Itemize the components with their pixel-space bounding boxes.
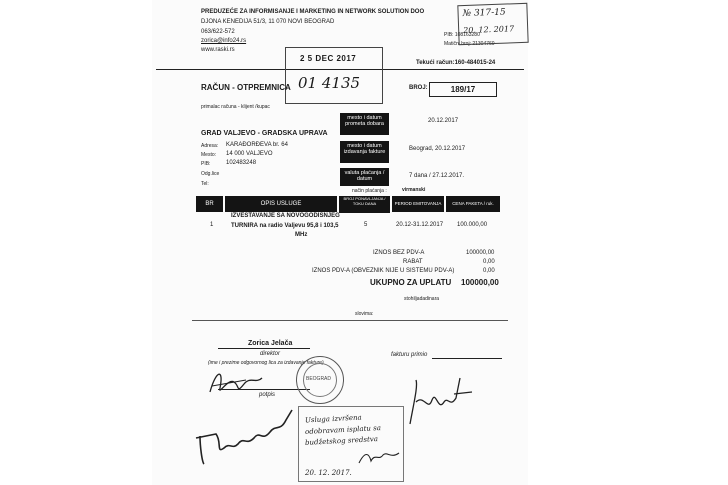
received-stamp-date: 2 5 DEC 2017	[300, 54, 357, 63]
received-stamp	[285, 47, 383, 104]
company-address: DJONA KENEDIJA 51/3, 11 070 NOVI BEOGRAD	[201, 19, 335, 25]
approval-note-date: 20. 12. 2017.	[305, 469, 352, 477]
company-pib: PIB: 108163280	[444, 32, 480, 38]
total-base-label: IZNOS BEZ PDV-A	[373, 250, 425, 256]
due-label: valuta plaćanja / datum	[340, 168, 389, 186]
rabat-label: RABAT	[403, 259, 423, 265]
signer-name-line	[218, 348, 310, 349]
signer-name: Zorica Jelača	[248, 340, 293, 347]
approval-note-box	[298, 406, 404, 482]
recipient-city: 14 000 VALJEVO	[226, 151, 273, 157]
col-header-br: BR	[196, 196, 223, 212]
grand-total-value: 100000,00	[461, 278, 499, 287]
bank-account: Tekući račun:160-484015-24	[416, 60, 496, 66]
company-web: www.raski.rs	[201, 47, 235, 53]
place-date-label: mesto i datum prometa dobara	[340, 113, 389, 135]
col-header-price: CENA PAKETA / ruk.	[446, 196, 500, 212]
round-stamp	[296, 356, 344, 404]
recipient-city-label: Mesto:	[201, 152, 217, 158]
vat-value: 0,00	[483, 268, 495, 274]
place-date-value: 20.12.2017	[428, 118, 459, 124]
approval-note-line3: budžetskog sredstva	[304, 435, 379, 447]
approval-note-signature	[357, 447, 401, 467]
recipient-pib-label: PIB:	[201, 161, 211, 167]
signer-note: (ime i prezime odgovornog lica za izdavanje fakture)	[208, 360, 324, 366]
registry-stamp	[457, 3, 528, 45]
vat-label: IZNOS PDV-A (OBVEZNIK NIJE U SISTEMU PDV-A)	[312, 268, 455, 274]
received-stamp-number: 01 4135	[298, 74, 361, 92]
company-maticni: Matični broj: 21304760	[444, 41, 495, 47]
recipient-caption: primalac računa - klijent /kupac	[201, 104, 270, 110]
recipient-address: KARAĐORĐEVA br. 64	[226, 142, 288, 148]
due-value: 7 dana / 27.12.2017.	[409, 173, 465, 179]
recipient-address-label: Adresa:	[201, 143, 219, 149]
recipient-tel-label: Tel:	[201, 181, 209, 187]
col-header-count: BROJ PONAVLJANJA / TOKU DANA	[339, 196, 390, 213]
total-base-value: 100000,00	[466, 250, 495, 256]
payment-value: virmanski	[402, 187, 426, 193]
invoice-number: 189/17	[429, 82, 497, 97]
col-header-period: PERIOD EMITOVANJA	[392, 196, 444, 212]
round-stamp-text: BEOGRAD	[306, 376, 332, 382]
signer-role: direktor	[260, 351, 281, 357]
signature-label: potpis	[259, 392, 276, 398]
grand-total-label: UKUPNO ZA UPLATU	[370, 278, 452, 287]
issue-value: Beograd, 20.12.2017	[409, 146, 466, 152]
invoice-page	[152, 0, 528, 485]
col-header-description: OPIS USLUGE	[225, 196, 337, 212]
recipient-name: GRAD VALJEVO - GRADSKA UPRAVA	[201, 130, 328, 137]
row-price: 100.000,00	[457, 222, 488, 228]
row-number: 1	[210, 222, 214, 228]
row-desc-line1: IZVEŠTAVANJE SA NOVOGODIŠNJEG	[231, 213, 340, 219]
issue-label: mesto i datum izdavanja fakture	[340, 141, 389, 163]
amount-in-words-label: slovima:	[355, 311, 374, 317]
director-signature	[206, 364, 266, 400]
registry-stamp-date: 20. 12. 2017	[463, 24, 515, 36]
received-stamp-divider	[288, 69, 378, 70]
payment-label: način plaćanja :	[352, 188, 387, 194]
row-count: 5	[364, 222, 368, 228]
rabat-value: 0,00	[483, 259, 495, 265]
invoice-number-label: BROJ:	[409, 85, 428, 91]
company-name: PREDUZEĆE ZA INFORMISANJE I MARKETING IN NETWORK SOLUTION DOO	[201, 9, 425, 15]
amount-in-words: stohiljadadinara	[404, 296, 440, 302]
recipient-pib: 102483248	[226, 160, 257, 166]
received-label: fakturu primio	[391, 352, 428, 358]
document-title: RAČUN - OTPREMNICA	[201, 83, 291, 92]
row-desc-line2: TURNIRA na radio Valjevu 95,8 i 103,5	[231, 223, 339, 229]
totals-divider	[192, 320, 508, 321]
company-email: zorica@info24.rs	[201, 38, 247, 44]
recipient-contact-label: Odg.lice	[201, 171, 220, 177]
approval-note-line1: Usluga izvršena	[304, 413, 362, 425]
approval-note-line2: odobravam isplatu sa	[304, 424, 382, 436]
company-phone: 063/622-572	[201, 29, 235, 35]
recipient-signature	[402, 372, 482, 432]
row-desc-line3: MHz	[295, 232, 308, 238]
row-period: 20.12-31.12.2017	[396, 222, 444, 228]
third-signature	[194, 402, 302, 468]
received-line	[432, 358, 502, 359]
registry-stamp-number: № 317-15	[462, 7, 506, 20]
